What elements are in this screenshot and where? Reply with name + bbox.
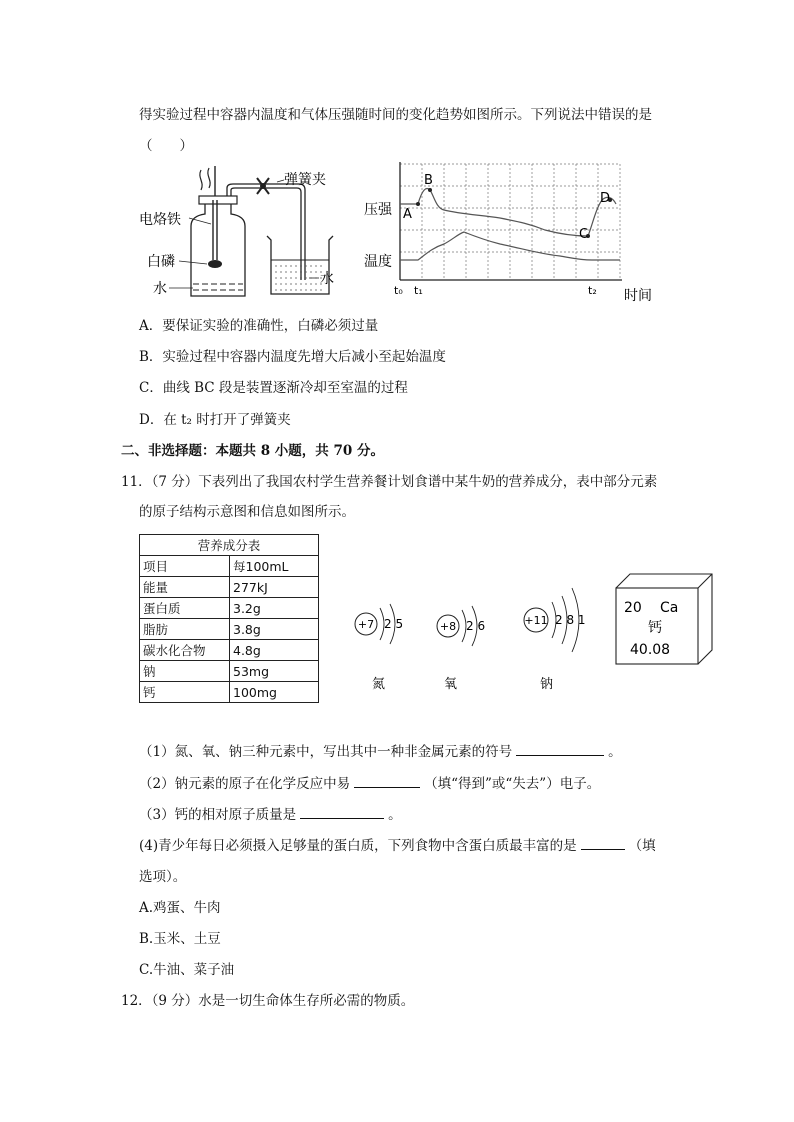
table-cell: 277kJ <box>230 577 319 598</box>
subquestion-2-end: （填“得到”或“失去”）电子。 <box>424 776 601 792</box>
pressure-temperature-graph <box>360 160 660 306</box>
section-heading: 二、非选择题：本题共 8 小题，共 70 分。 <box>121 443 384 459</box>
nitrogen-nucleus: +7 <box>357 618 375 631</box>
temperature-label: 温度 <box>364 254 392 270</box>
subquestion-3-text: （3）钙的相对原子质量是 <box>139 807 297 823</box>
point-A: A <box>403 207 412 222</box>
question-12-stem: 12．（9 分）水是一切生命体生存所必需的物质。 <box>121 993 415 1009</box>
phosphorus-label: 白磷 <box>147 254 175 270</box>
choice-b: B.玉米、土豆 <box>139 931 221 947</box>
sodium-name: 钠 <box>540 677 554 692</box>
nitrogen-shells: 2 5 <box>384 617 404 631</box>
nutrition-table-title: 营养成分表 <box>140 535 319 556</box>
answer-blank-4[interactable] <box>581 837 625 850</box>
option-d: D．在 t₂ 时打开了弹簧夹 <box>139 412 291 428</box>
table-cell: 碳水化合物 <box>140 640 230 661</box>
answer-blank-2[interactable] <box>354 775 420 788</box>
option-c: C．曲线 BC 段是装置逐渐冷却至室温的过程 <box>139 380 408 396</box>
water-left-label: 水 <box>153 281 167 297</box>
element-card-calcium <box>612 572 718 668</box>
sodium-shells: 2 8 1 <box>555 613 586 627</box>
nitrogen-name: 氮 <box>372 677 386 692</box>
option-a: A．要保证实验的准确性，白磷必须过量 <box>139 318 379 334</box>
table-cell: 脂肪 <box>140 619 230 640</box>
table-cell: 蛋白质 <box>140 598 230 619</box>
subquestion-4 <box>139 834 656 854</box>
table-cell: 项目 <box>140 556 230 577</box>
subquestion-2 <box>139 772 600 792</box>
choice-a: A.鸡蛋、牛肉 <box>139 900 221 916</box>
table-cell: 钠 <box>140 661 230 682</box>
element-name: 钙 <box>648 620 662 636</box>
subquestion-2-text: （2）钠元素的原子在化学反应中易 <box>139 776 351 792</box>
atom-oxygen <box>437 606 485 692</box>
answer-blank-1[interactable] <box>516 743 604 756</box>
t1-label: t₁ <box>414 284 423 297</box>
iron-label: 电烙铁 <box>139 212 181 228</box>
point-B: B <box>424 173 433 188</box>
choice-c: C.牛油、菜子油 <box>139 962 235 978</box>
time-label: 时间 <box>624 288 652 304</box>
element-symbol: Ca <box>660 600 679 616</box>
subquestion-1-text: （1）氮、氧、钠三种元素中，写出其中一种非金属元素的符号 <box>139 744 513 760</box>
subquestion-3 <box>139 803 402 823</box>
subquestion-1 <box>139 740 622 760</box>
atom-sodium <box>524 588 586 692</box>
subquestion-4-text: (4)青少年每日必须摄入足够量的蛋白质，下列食物中含蛋白质最丰富的是 <box>139 838 577 854</box>
oxygen-shells: 2 6 <box>466 619 486 633</box>
pressure-label: 压强 <box>364 202 392 218</box>
sodium-nucleus: +11 <box>524 614 548 627</box>
table-cell: 53mg <box>230 661 319 682</box>
answer-paren: （ ） <box>139 138 193 154</box>
table-cell: 钙 <box>140 682 230 703</box>
oxygen-nucleus: +8 <box>439 620 457 633</box>
nutrition-table <box>139 534 319 703</box>
atomic-mass: 40.08 <box>630 642 671 658</box>
t0-label: t₀ <box>394 284 403 297</box>
atomic-number: 20 <box>624 600 642 616</box>
oxygen-name: 氧 <box>444 677 458 692</box>
table-cell: 4.8g <box>230 640 319 661</box>
clip-label: 弹簧夹 <box>284 172 326 188</box>
option-b: B．实验过程中容器内温度先增大后减小至起始温度 <box>139 349 446 365</box>
table-cell: 3.2g <box>230 598 319 619</box>
table-cell: 每100mL <box>230 556 319 577</box>
question-11-stem-line2: 的原子结构示意图和信息如图所示。 <box>139 504 355 520</box>
table-cell: 能量 <box>140 577 230 598</box>
point-C: C <box>579 227 589 242</box>
subquestion-4-end: （填 <box>628 838 656 854</box>
point-D: D <box>600 191 611 206</box>
subquestion-4-continued: 选项）。 <box>139 869 187 885</box>
subquestion-1-end: 。 <box>608 744 622 760</box>
answer-blank-3[interactable] <box>300 806 384 819</box>
table-cell: 100mg <box>230 682 319 703</box>
atom-nitrogen <box>355 604 403 692</box>
t2-label: t₂ <box>588 284 597 297</box>
apparatus-figure <box>139 162 359 302</box>
subquestion-3-end: 。 <box>388 807 402 823</box>
table-cell: 3.8g <box>230 619 319 640</box>
question-11-stem-line1: 11．（7 分）下表列出了我国农村学生营养餐计划食谱中某牛奶的营养成分，表中部分元素 <box>121 474 658 490</box>
water-right-label: 水 <box>320 271 334 287</box>
question-10-stem: 得实验过程中容器内温度和气体压强随时间的变化趋势如图所示。下列说法中错误的是 <box>139 107 652 123</box>
atom-diagrams <box>346 572 606 696</box>
